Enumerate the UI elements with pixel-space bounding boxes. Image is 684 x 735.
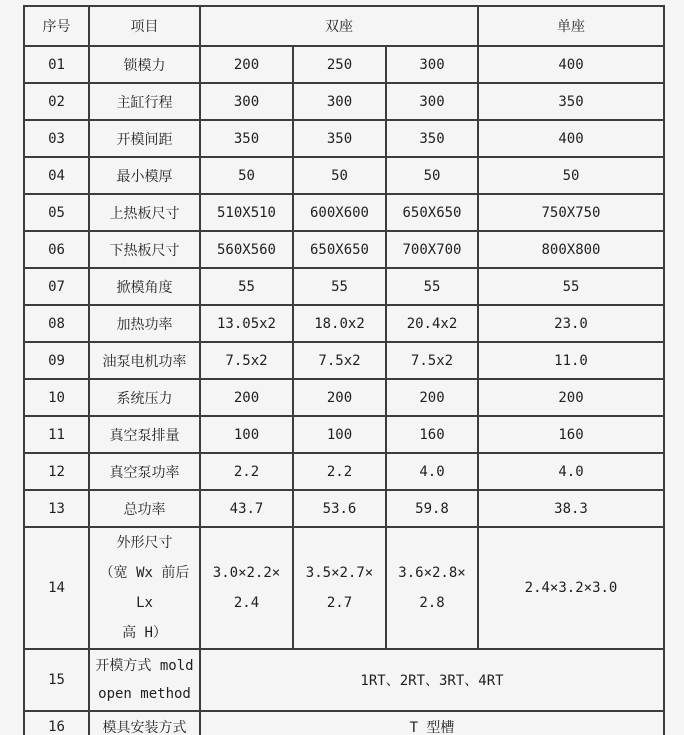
row-value: 2.2 xyxy=(293,453,386,490)
row-value: 13.05x2 xyxy=(200,305,293,342)
row-value: 160 xyxy=(478,416,664,453)
row-item: 开模间距 xyxy=(89,120,200,157)
row-item: 最小模厚 xyxy=(89,157,200,194)
row-item: 掀模角度 xyxy=(89,268,200,305)
row-no: 01 xyxy=(24,46,89,83)
item-line: （宽 Wx 前后 Lx xyxy=(99,565,190,611)
table-row-07 xyxy=(24,268,664,305)
row-value: 800X800 xyxy=(478,231,664,268)
row-no: 15 xyxy=(24,649,89,711)
row-no: 04 xyxy=(24,157,89,194)
row-item: 上热板尺寸 xyxy=(89,194,200,231)
row-value-span: 1RT、2RT、3RT、4RT xyxy=(200,649,664,711)
row-value: 200 xyxy=(386,379,478,416)
row-value: 300 xyxy=(293,83,386,120)
row-value: 55 xyxy=(200,268,293,305)
row-value: 100 xyxy=(200,416,293,453)
item-line: 高 H） xyxy=(122,625,167,641)
row-value xyxy=(386,527,478,649)
row-value: 7.5x2 xyxy=(200,342,293,379)
row-item: 真空泵功率 xyxy=(89,453,200,490)
row-item: 下热板尺寸 xyxy=(89,231,200,268)
row-no: 03 xyxy=(24,120,89,157)
row-value: 400 xyxy=(478,46,664,83)
table-row-15 xyxy=(24,649,664,711)
row-no: 13 xyxy=(24,490,89,527)
row-item: 模具安装方式 xyxy=(89,711,200,735)
row-value: 55 xyxy=(478,268,664,305)
item-line: 外形尺寸 xyxy=(116,535,173,551)
row-value xyxy=(293,527,386,649)
row-item-dimensions xyxy=(89,527,200,649)
table-row-05 xyxy=(24,194,664,231)
row-value: 350 xyxy=(478,83,664,120)
row-no: 12 xyxy=(24,453,89,490)
value-line: 2.7 xyxy=(326,595,353,611)
row-no: 09 xyxy=(24,342,89,379)
header-single-seat: 单座 xyxy=(478,6,664,46)
row-value: 50 xyxy=(478,157,664,194)
row-value: 200 xyxy=(478,379,664,416)
row-value: 350 xyxy=(293,120,386,157)
row-value: 7.5x2 xyxy=(386,342,478,379)
row-value: 55 xyxy=(386,268,478,305)
row-item: 锁模力 xyxy=(89,46,200,83)
row-no: 07 xyxy=(24,268,89,305)
row-value: 20.4x2 xyxy=(386,305,478,342)
row-value: 38.3 xyxy=(478,490,664,527)
row-value: 200 xyxy=(200,46,293,83)
row-value xyxy=(200,527,293,649)
row-value: 200 xyxy=(200,379,293,416)
value-line: 2.4 xyxy=(233,595,260,611)
header-double-seat: 双座 xyxy=(200,6,478,46)
row-value: 50 xyxy=(293,157,386,194)
row-value: 300 xyxy=(386,46,478,83)
row-value: 350 xyxy=(386,120,478,157)
header-index: 序号 xyxy=(24,6,89,46)
row-value: 4.0 xyxy=(386,453,478,490)
row-value: 43.7 xyxy=(200,490,293,527)
row-value: 23.0 xyxy=(478,305,664,342)
row-value: 7.5x2 xyxy=(293,342,386,379)
row-value: 18.0x2 xyxy=(293,305,386,342)
row-no: 16 xyxy=(24,711,89,735)
row-value: 250 xyxy=(293,46,386,83)
table-row-10 xyxy=(24,379,664,416)
value-line: 3.6×2.8× xyxy=(398,565,466,581)
row-item: 系统压力 xyxy=(89,379,200,416)
row-value: 2.2 xyxy=(200,453,293,490)
row-value: 50 xyxy=(386,157,478,194)
table-row-11 xyxy=(24,416,664,453)
row-value: 55 xyxy=(293,268,386,305)
row-value-span: T 型槽 xyxy=(200,711,664,735)
row-no: 11 xyxy=(24,416,89,453)
row-no: 05 xyxy=(24,194,89,231)
row-value: 350 xyxy=(200,120,293,157)
row-item: 加热功率 xyxy=(89,305,200,342)
item-line: 开模方式 mold xyxy=(95,658,194,674)
row-value: 400 xyxy=(478,120,664,157)
row-value: 600X600 xyxy=(293,194,386,231)
row-no: 08 xyxy=(24,305,89,342)
table-row-01 xyxy=(24,46,664,83)
row-value: 53.6 xyxy=(293,490,386,527)
table-row-16 xyxy=(24,711,664,735)
spec-table xyxy=(23,5,665,735)
table-row-02 xyxy=(24,83,664,120)
row-value: 510X510 xyxy=(200,194,293,231)
row-value: 750X750 xyxy=(478,194,664,231)
row-value: 2.4×3.2×3.0 xyxy=(478,527,664,649)
row-item: 油泵电机功率 xyxy=(89,342,200,379)
header-item: 项目 xyxy=(89,6,200,46)
item-line: open method xyxy=(98,686,191,702)
row-no: 14 xyxy=(24,527,89,649)
row-value: 300 xyxy=(386,83,478,120)
row-value: 11.0 xyxy=(478,342,664,379)
table-header-row xyxy=(24,6,664,46)
table-row-03 xyxy=(24,120,664,157)
row-no: 10 xyxy=(24,379,89,416)
row-no: 06 xyxy=(24,231,89,268)
row-value: 100 xyxy=(293,416,386,453)
row-value: 300 xyxy=(200,83,293,120)
value-line: 2.8 xyxy=(419,595,445,611)
row-value: 50 xyxy=(200,157,293,194)
row-value: 59.8 xyxy=(386,490,478,527)
row-item-mold-open-method xyxy=(89,649,200,711)
row-value: 200 xyxy=(293,379,386,416)
value-line: 3.5×2.7× xyxy=(305,565,374,581)
row-value: 160 xyxy=(386,416,478,453)
row-value: 560X560 xyxy=(200,231,293,268)
row-value: 650X650 xyxy=(293,231,386,268)
row-item: 主缸行程 xyxy=(89,83,200,120)
table-row-12 xyxy=(24,453,664,490)
table-row-09 xyxy=(24,342,664,379)
row-value: 700X700 xyxy=(386,231,478,268)
table-row-14 xyxy=(24,527,664,649)
row-no: 02 xyxy=(24,83,89,120)
row-value: 650X650 xyxy=(386,194,478,231)
table-row-04 xyxy=(24,157,664,194)
row-item: 真空泵排量 xyxy=(89,416,200,453)
table-row-13 xyxy=(24,490,664,527)
row-item: 总功率 xyxy=(89,490,200,527)
value-line: 3.0×2.2× xyxy=(212,565,281,581)
table-row-06 xyxy=(24,231,664,268)
row-value: 4.0 xyxy=(478,453,664,490)
table-row-08 xyxy=(24,305,664,342)
